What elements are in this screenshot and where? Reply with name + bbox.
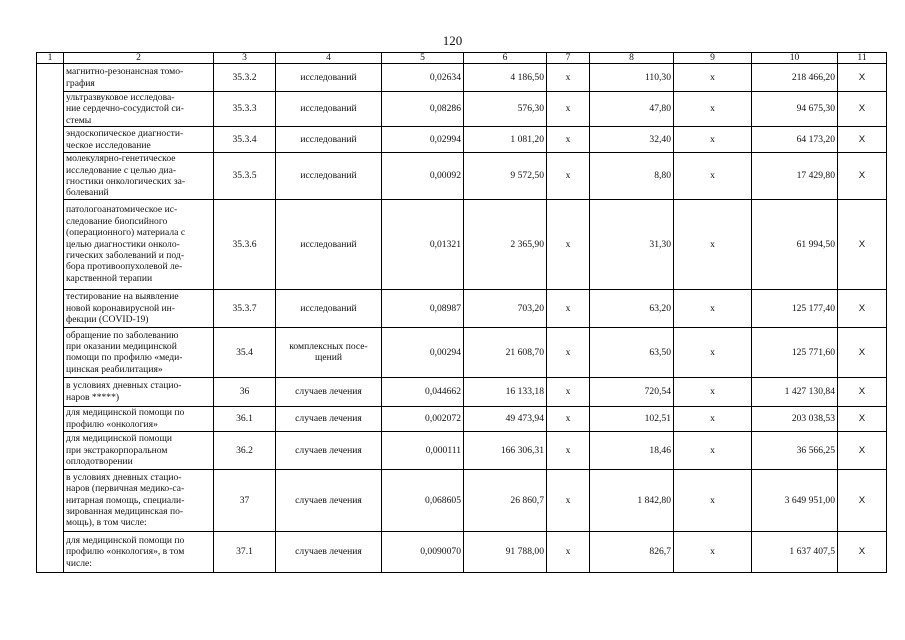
table-row: [37, 64, 887, 92]
row-name-text: молекулярно-генетическое исследование с целью диа- гностики онкологических за- болеваний: [66, 153, 186, 199]
row-value-text: 16 133,18: [505, 386, 544, 398]
row-x-text: X: [858, 444, 866, 456]
row-value-cell: [382, 199, 464, 289]
row-number-cell: [37, 431, 64, 469]
row-value-text: 0,002072: [425, 413, 461, 425]
row-code-cell: [214, 153, 276, 200]
row-value-text: 94 675,30: [796, 103, 835, 115]
row-value-text: 18,46: [649, 444, 671, 456]
row-value-cell: [590, 469, 674, 531]
row-value-text: 47,80: [649, 103, 671, 115]
row-x-cell: [838, 327, 887, 377]
row-value-cell: [590, 289, 674, 327]
row-value-text: 26 860,7: [510, 494, 544, 506]
row-x-text: х: [710, 238, 715, 250]
row-x-text: X: [858, 134, 866, 146]
row-value-cell: [752, 127, 838, 153]
row-unit-text: случаев лечения: [295, 386, 362, 398]
row-value-text: 1 427 130,84: [784, 386, 835, 398]
row-value-cell: [464, 431, 547, 469]
row-value-cell: [752, 64, 838, 92]
row-value-text: 31,30: [649, 238, 671, 250]
row-value-cell: [382, 377, 464, 406]
row-name-cell: [64, 469, 214, 531]
row-value-cell: [382, 406, 464, 431]
row-value-text: 0,068605: [425, 494, 461, 506]
row-value-text: 166 306,31: [500, 444, 544, 456]
row-value-cell: [382, 289, 464, 327]
row-x-text: х: [565, 494, 571, 506]
row-x-cell: [547, 127, 590, 153]
row-x-text: X: [858, 170, 866, 182]
row-x-cell: [547, 377, 590, 406]
row-value-cell: [464, 92, 547, 127]
row-value-cell: [590, 327, 674, 377]
row-x-text: X: [858, 238, 866, 250]
table-row: [37, 153, 887, 200]
row-x-text: X: [858, 413, 866, 425]
row-x-text: х: [565, 71, 571, 83]
row-value-cell: [382, 531, 464, 572]
row-code-cell: [214, 199, 276, 289]
row-code-text: 35.4: [236, 346, 253, 358]
row-value-cell: [590, 531, 674, 572]
table-row: [37, 377, 887, 406]
row-unit-text: исследований: [300, 238, 357, 250]
row-x-text: X: [858, 546, 866, 558]
row-unit-cell: [276, 531, 382, 572]
row-x-cell: [838, 289, 887, 327]
row-unit-text: исследований: [300, 302, 357, 314]
row-value-cell: [752, 289, 838, 327]
row-value-cell: [752, 531, 838, 572]
row-code-cell: [214, 64, 276, 92]
row-code-text: 35.3.3: [232, 103, 257, 115]
row-code-cell: [214, 127, 276, 153]
row-value-text: 61 994,50: [796, 238, 835, 250]
row-x-text: X: [858, 302, 866, 314]
row-value-text: 21 608,70: [505, 346, 544, 358]
row-x-text: х: [710, 444, 715, 456]
page-number: 120: [442, 33, 463, 48]
row-x-cell: [547, 199, 590, 289]
row-x-cell: [547, 64, 590, 92]
row-number-cell: [37, 406, 64, 431]
row-number-cell: [37, 289, 64, 327]
row-value-text: 1 842,80: [637, 494, 671, 506]
row-x-cell: [838, 64, 887, 92]
row-x-text: х: [710, 170, 715, 182]
row-value-cell: [464, 327, 547, 377]
row-x-text: х: [565, 103, 571, 115]
row-number-cell: [37, 92, 64, 127]
row-x-cell: [547, 469, 590, 531]
row-x-cell: [838, 127, 887, 153]
row-name-cell: [64, 431, 214, 469]
row-value-text: 125 771,60: [791, 346, 835, 358]
row-x-cell: [674, 406, 752, 431]
row-value-text: 8,80: [654, 170, 671, 182]
table-row: [37, 92, 887, 127]
row-number-cell: [37, 153, 64, 200]
data-table: [36, 52, 887, 573]
row-x-text: х: [565, 386, 571, 398]
row-value-cell: [382, 469, 464, 531]
row-value-cell: [752, 431, 838, 469]
row-value-cell: [464, 199, 547, 289]
table-row: [37, 469, 887, 531]
column-number: 11: [838, 53, 887, 64]
row-x-text: х: [565, 413, 571, 425]
row-name-cell: [64, 406, 214, 431]
row-value-text: 2 365,90: [510, 238, 544, 250]
row-x-cell: [838, 153, 887, 200]
row-unit-cell: [276, 431, 382, 469]
column-number: 4: [276, 53, 382, 64]
row-value-text: 0,02634: [429, 71, 461, 83]
row-unit-text: случаев лечения: [295, 546, 362, 558]
row-value-text: 0,02994: [429, 134, 461, 146]
row-x-text: х: [565, 170, 571, 182]
row-value-text: 36 566,25: [796, 444, 835, 456]
row-value-cell: [464, 469, 547, 531]
row-unit-text: случаев лечения: [295, 413, 362, 425]
row-name-cell: [64, 153, 214, 200]
row-unit-cell: [276, 406, 382, 431]
column-number: 6: [464, 53, 547, 64]
row-value-cell: [590, 199, 674, 289]
row-x-cell: [838, 377, 887, 406]
row-value-text: 0,01321: [429, 238, 461, 250]
row-value-cell: [382, 153, 464, 200]
row-value-text: 0,044662: [425, 386, 461, 398]
row-x-cell: [838, 531, 887, 572]
table-row: [37, 531, 887, 572]
row-x-text: х: [710, 413, 715, 425]
row-x-cell: [838, 199, 887, 289]
column-number: 5: [382, 53, 464, 64]
row-x-text: х: [565, 546, 571, 558]
row-name-cell: [64, 64, 214, 92]
row-name-cell: [64, 199, 214, 289]
row-unit-cell: [276, 127, 382, 153]
row-code-cell: [214, 377, 276, 406]
row-value-text: 49 473,94: [505, 413, 544, 425]
row-value-cell: [464, 289, 547, 327]
row-value-text: 125 177,40: [791, 302, 835, 314]
row-x-cell: [547, 92, 590, 127]
row-unit-cell: [276, 469, 382, 531]
row-value-text: 703,20: [517, 302, 544, 314]
row-code-cell: [214, 406, 276, 431]
row-x-cell: [674, 127, 752, 153]
row-code-cell: [214, 531, 276, 572]
row-value-text: 102,51: [644, 413, 671, 425]
row-value-cell: [752, 199, 838, 289]
row-value-text: 3 649 951,00: [784, 494, 835, 506]
row-value-cell: [752, 327, 838, 377]
row-name-cell: [64, 289, 214, 327]
column-numbers-row: [37, 53, 887, 64]
row-x-text: х: [710, 302, 715, 314]
row-value-text: 110,30: [644, 71, 671, 83]
column-number: 1: [37, 53, 64, 64]
row-x-text: х: [565, 134, 571, 146]
row-unit-cell: [276, 64, 382, 92]
row-unit-text: комплексных посе- щений: [289, 340, 368, 364]
row-unit-cell: [276, 153, 382, 200]
row-value-cell: [382, 64, 464, 92]
row-code-cell: [214, 327, 276, 377]
row-code-text: 35.3.6: [232, 238, 257, 250]
row-value-cell: [752, 377, 838, 406]
table-row: [37, 431, 887, 469]
row-code-text: 36.2: [236, 444, 253, 456]
row-name-text: эндоскопическое диагности- ческое исследование: [66, 128, 184, 151]
row-x-text: х: [710, 134, 715, 146]
row-value-cell: [590, 92, 674, 127]
row-unit-cell: [276, 327, 382, 377]
row-value-text: 720,54: [644, 386, 671, 398]
row-x-text: X: [858, 71, 866, 83]
row-x-cell: [838, 92, 887, 127]
table-row: [37, 199, 887, 289]
row-code-text: 36: [239, 386, 250, 398]
row-value-cell: [590, 431, 674, 469]
row-x-cell: [547, 406, 590, 431]
row-name-text: для медицинской помощи по профилю «онкология»: [66, 407, 185, 430]
row-name-text: в условиях дневных стацио- наров (первичная медико-са- нитарная помощь, специали- зированная медицинская по- мощь), в том числе:: [66, 471, 185, 529]
row-value-cell: [752, 153, 838, 200]
row-x-text: х: [565, 346, 571, 358]
row-x-text: х: [565, 444, 571, 456]
column-number: 10: [752, 53, 838, 64]
row-name-text: в условиях дневных стацио- наров *****): [66, 380, 182, 403]
row-name-cell: [64, 377, 214, 406]
row-value-cell: [590, 64, 674, 92]
row-value-cell: [590, 153, 674, 200]
row-value-text: 0,000111: [425, 444, 461, 456]
row-x-cell: [547, 327, 590, 377]
row-value-cell: [382, 92, 464, 127]
row-x-text: х: [710, 71, 715, 83]
row-code-cell: [214, 92, 276, 127]
row-value-cell: [464, 127, 547, 153]
row-name-text: тестирование на выявление новой коронавирусной ин- фекции (COVID-19): [66, 291, 179, 326]
row-value-cell: [590, 377, 674, 406]
row-number-cell: [37, 199, 64, 289]
column-number: 7: [547, 53, 590, 64]
row-number-cell: [37, 327, 64, 377]
row-value-text: 64 173,20: [796, 134, 835, 146]
row-value-cell: [464, 377, 547, 406]
row-x-cell: [838, 406, 887, 431]
row-value-text: 203 038,53: [791, 413, 835, 425]
row-x-text: х: [565, 302, 571, 314]
row-unit-cell: [276, 199, 382, 289]
row-x-cell: [547, 289, 590, 327]
row-x-cell: [838, 469, 887, 531]
row-name-text: для медицинской помощи по профилю «онкология», в том числе:: [66, 534, 185, 569]
row-value-cell: [464, 406, 547, 431]
row-name-cell: [64, 92, 214, 127]
row-code-text: 37.1: [236, 546, 253, 558]
row-code-text: 35.3.7: [232, 302, 257, 314]
row-number-cell: [37, 127, 64, 153]
row-unit-cell: [276, 377, 382, 406]
row-x-cell: [674, 469, 752, 531]
row-number-cell: [37, 531, 64, 572]
row-x-cell: [674, 199, 752, 289]
row-x-cell: [674, 64, 752, 92]
row-name-text: ультразвуковое исследова- ние сердечно-сосудистой си- стемы: [66, 92, 184, 126]
column-number: 9: [674, 53, 752, 64]
row-x-cell: [547, 431, 590, 469]
row-x-cell: [547, 153, 590, 200]
row-value-text: 32,40: [649, 134, 671, 146]
row-number-cell: [37, 377, 64, 406]
row-code-text: 37: [239, 494, 250, 506]
row-x-text: х: [710, 386, 715, 398]
row-x-text: х: [710, 346, 715, 358]
row-value-text: 1 637 407,5: [789, 546, 835, 558]
row-code-cell: [214, 431, 276, 469]
column-number: 8: [590, 53, 674, 64]
row-value-cell: [464, 153, 547, 200]
table-row: [37, 127, 887, 153]
row-value-text: 91 788,00: [505, 546, 544, 558]
row-unit-cell: [276, 92, 382, 127]
row-number-cell: [37, 64, 64, 92]
row-value-cell: [464, 531, 547, 572]
row-unit-text: исследований: [300, 134, 357, 146]
row-name-text: для медицинской помощи при экстракорпоральном оплодотворении: [66, 433, 172, 468]
row-value-text: 9 572,50: [510, 170, 544, 182]
row-x-text: X: [858, 494, 866, 506]
row-value-text: 0,08987: [429, 302, 461, 314]
row-value-text: 576,30: [517, 103, 544, 115]
row-x-text: х: [710, 494, 715, 506]
row-value-cell: [752, 469, 838, 531]
row-value-cell: [752, 92, 838, 127]
row-value-text: 63,20: [649, 302, 671, 314]
row-value-cell: [590, 127, 674, 153]
row-x-text: X: [858, 103, 866, 115]
row-x-text: X: [858, 386, 866, 398]
row-value-text: 0,00092: [429, 170, 461, 182]
row-name-cell: [64, 531, 214, 572]
row-x-text: х: [710, 546, 715, 558]
row-number-cell: [37, 469, 64, 531]
row-value-cell: [752, 406, 838, 431]
row-x-text: х: [710, 103, 715, 115]
row-value-cell: [590, 406, 674, 431]
row-name-text: магнитно-резонансная томо- графия: [66, 66, 184, 89]
table-row: [37, 327, 887, 377]
row-value-text: 0,0090070: [420, 546, 461, 558]
row-x-cell: [674, 289, 752, 327]
table-row: [37, 406, 887, 431]
row-name-text: обращение по заболеванию при оказании медицинской помощи по профилю «меди- цинская реабилитация»: [66, 329, 183, 375]
table-row: [37, 289, 887, 327]
row-x-cell: [674, 431, 752, 469]
row-name-cell: [64, 127, 214, 153]
row-unit-text: случаев лечения: [295, 494, 362, 506]
row-unit-text: исследований: [300, 170, 357, 182]
row-value-text: 218 466,20: [791, 71, 835, 83]
row-value-text: 1 081,20: [510, 134, 544, 146]
row-x-cell: [674, 531, 752, 572]
column-number: 2: [64, 53, 214, 64]
row-x-text: X: [858, 346, 866, 358]
row-code-text: 35.3.4: [232, 134, 257, 146]
row-value-text: 63,50: [649, 346, 671, 358]
row-code-cell: [214, 289, 276, 327]
row-value-text: 4 186,50: [510, 71, 544, 83]
row-unit-text: исследований: [300, 71, 357, 83]
row-value-text: 0,08286: [429, 103, 461, 115]
row-x-cell: [674, 92, 752, 127]
row-value-text: 17 429,80: [796, 170, 835, 182]
row-unit-text: исследований: [300, 103, 357, 115]
column-number: 3: [214, 53, 276, 64]
row-value-cell: [382, 431, 464, 469]
row-x-cell: [547, 531, 590, 572]
row-x-cell: [674, 377, 752, 406]
row-code-text: 35.3.5: [232, 170, 257, 182]
row-unit-cell: [276, 289, 382, 327]
row-x-cell: [674, 153, 752, 200]
row-x-cell: [838, 431, 887, 469]
row-value-text: 826,7: [649, 546, 671, 558]
row-unit-text: случаев лечения: [295, 444, 362, 456]
row-value-cell: [382, 127, 464, 153]
row-value-text: 0,00294: [429, 346, 461, 358]
row-value-cell: [382, 327, 464, 377]
row-x-text: х: [565, 238, 571, 250]
row-name-cell: [64, 327, 214, 377]
row-value-cell: [464, 64, 547, 92]
row-code-text: 36.1: [236, 413, 253, 425]
row-code-cell: [214, 469, 276, 531]
row-code-text: 35.3.2: [232, 71, 257, 83]
row-x-cell: [674, 327, 752, 377]
row-name-text: патологоанатомическое ис- следование биопсийного (операционного) материала с целью диагностики онколо- гических заболеваний и под- бора противоопухолевой ле- карственной терапии: [66, 204, 186, 284]
